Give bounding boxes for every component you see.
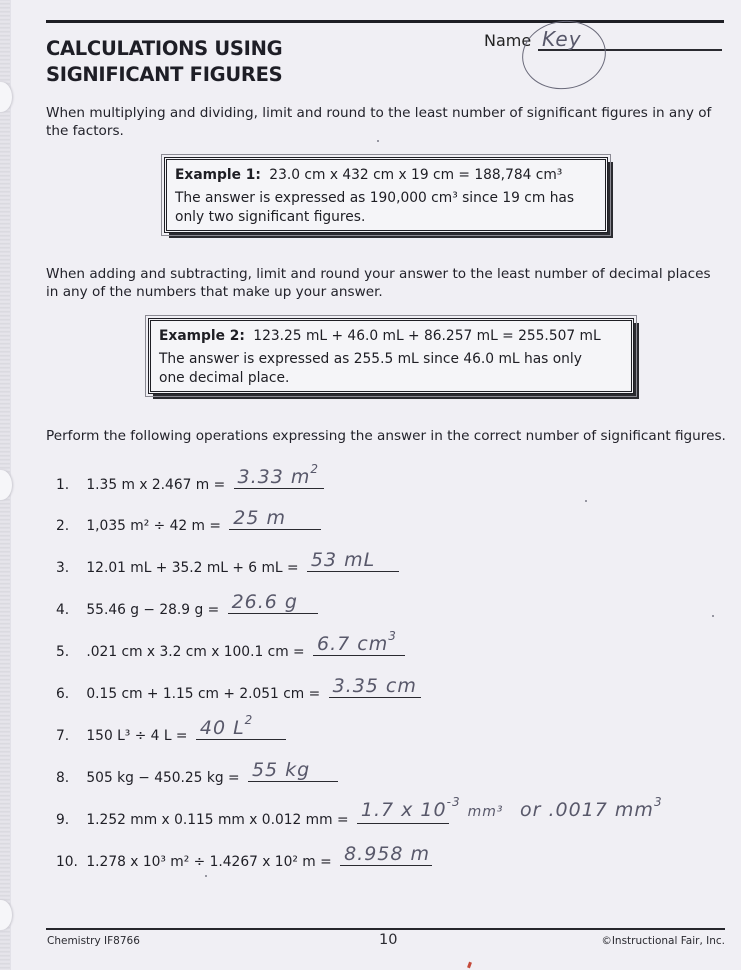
title-line-2: SIGNIFICANT FIGURES (46, 63, 283, 86)
problem-expression: 1.278 x 10³ m² ÷ 1.4267 x 10² m = (86, 854, 332, 870)
answer-value: 8.958 m (344, 843, 431, 865)
paper-speck (377, 140, 379, 142)
problem-expression: 1.252 mm x 0.115 mm x 0.012 mm = (86, 812, 349, 828)
problem-number: 3. (56, 560, 70, 576)
rule-multiply-divide: When multiplying and dividing, limit and round to the least number of significant figures in any of the factors. (46, 105, 712, 139)
problem-expression: 1,035 m² ÷ 42 m = (86, 518, 221, 534)
example-2-title: Example 2: (159, 328, 245, 344)
punch-hole (0, 470, 12, 500)
answer-blank[interactable] (229, 507, 321, 530)
problem-2 (56, 507, 321, 534)
answer-value: 3.33 $m^2$ (237, 462, 320, 488)
problem-expression: 55.46 g − 28.9 g = (86, 602, 220, 618)
answer-value: 3.35 cm (332, 675, 417, 697)
answer-blank[interactable] (329, 675, 421, 698)
paper-speck (585, 500, 587, 502)
problem-6 (56, 675, 421, 702)
handwritten-circle (518, 15, 611, 94)
problem-1 (56, 462, 324, 493)
answer-blank[interactable] (234, 462, 324, 489)
answer-blank[interactable] (340, 843, 432, 866)
example-2-explanation-1: The answer is expressed as 255.5 mL since 46.0 mL has only (159, 351, 582, 367)
answer-blank[interactable] (196, 713, 286, 740)
problem-4 (56, 591, 318, 618)
problem-7 (56, 713, 286, 744)
answer-blank[interactable] (228, 591, 318, 614)
example-1-equation: 23.0 cm x 432 cm x 19 cm = 188,784 cm³ (269, 167, 563, 183)
paper-speck (712, 615, 714, 617)
name-field[interactable] (484, 27, 724, 61)
answer-value: 26.6 g (231, 591, 298, 613)
problem-number: 5. (56, 644, 70, 660)
problem-8 (56, 759, 338, 786)
problem-expression: 1.35 m x 2.467 m = (86, 477, 226, 493)
footer-course: Chemistry IF8766 (47, 935, 140, 947)
problem-number: 6. (56, 686, 70, 702)
title-line-1: CALCULATIONS USING (46, 37, 283, 60)
alternate-answer-9: or .0017 $mm^3$ (520, 795, 663, 821)
answer-blank[interactable] (307, 549, 399, 572)
problem-number: 4. (56, 602, 70, 618)
example-box-2 (148, 318, 634, 394)
name-label: Name (484, 31, 532, 50)
answer-value: 1.7 x $10^{-3}$ mm³ (360, 795, 504, 821)
answer-value: 6.7 $cm^3$ (317, 629, 397, 655)
binding-edge (0, 0, 11, 970)
example-1-equation-line (175, 166, 597, 185)
punch-hole (0, 82, 12, 112)
problem-5 (56, 629, 405, 660)
example-1-explanation-1: The answer is expressed as 190,000 cm³ since 19 cm has (175, 190, 575, 206)
example-1-title: Example 1: (175, 167, 261, 183)
problem-number: 7. (56, 728, 70, 744)
paper-speck (205, 875, 207, 877)
answer-blank[interactable] (248, 759, 338, 782)
instructions: Perform the following operations expressing the answer in the correct number of significant figures. (46, 428, 726, 444)
answer-value: 55 kg (251, 759, 311, 781)
problem-9 (56, 795, 504, 828)
example-2-equation: 123.25 mL + 46.0 mL + 86.257 mL = 255.507 mL (253, 328, 601, 344)
punch-hole (0, 900, 12, 930)
example-2-equation-line (159, 327, 623, 346)
top-rule (46, 20, 724, 23)
page-title (46, 36, 282, 88)
problem-number: 10. (56, 854, 78, 870)
problem-expression: .021 cm x 3.2 cm x 100.1 cm = (86, 644, 305, 660)
red-pen-mark (467, 962, 472, 969)
answer-blank[interactable] (313, 629, 405, 656)
answer-value: 40 $L^2$ (199, 713, 254, 739)
example-2-explanation-2: one decimal place. (159, 370, 290, 386)
problem-number: 8. (56, 770, 70, 786)
problem-10 (56, 843, 432, 870)
answer-value: 53 mL (310, 549, 376, 571)
bottom-rule (46, 928, 725, 930)
problem-expression: 0.15 cm + 1.15 cm + 2.051 cm = (86, 686, 321, 702)
problem-expression: 505 kg − 450.25 kg = (86, 770, 240, 786)
answer-blank[interactable] (357, 795, 504, 824)
problem-expression: 150 L³ ÷ 4 L = (86, 728, 188, 744)
example-1-explanation-2: only two significant figures. (175, 209, 366, 225)
problem-3 (56, 549, 399, 576)
problem-number: 1. (56, 477, 70, 493)
footer-page-number: 10 (379, 932, 398, 948)
problem-number: 9. (56, 812, 70, 828)
problem-number: 2. (56, 518, 70, 534)
problem-expression: 12.01 mL + 35.2 mL + 6 mL = (86, 560, 299, 576)
name-value: Key (542, 27, 582, 51)
footer-copyright: ©Instructional Fair, Inc. (601, 935, 725, 947)
example-box-1 (164, 157, 608, 233)
rule-add-subtract: When adding and subtracting, limit and round your answer to the least number of decimal places in any of the numbers that make up your answer. (46, 266, 711, 300)
answer-value: 25 m (233, 507, 287, 529)
